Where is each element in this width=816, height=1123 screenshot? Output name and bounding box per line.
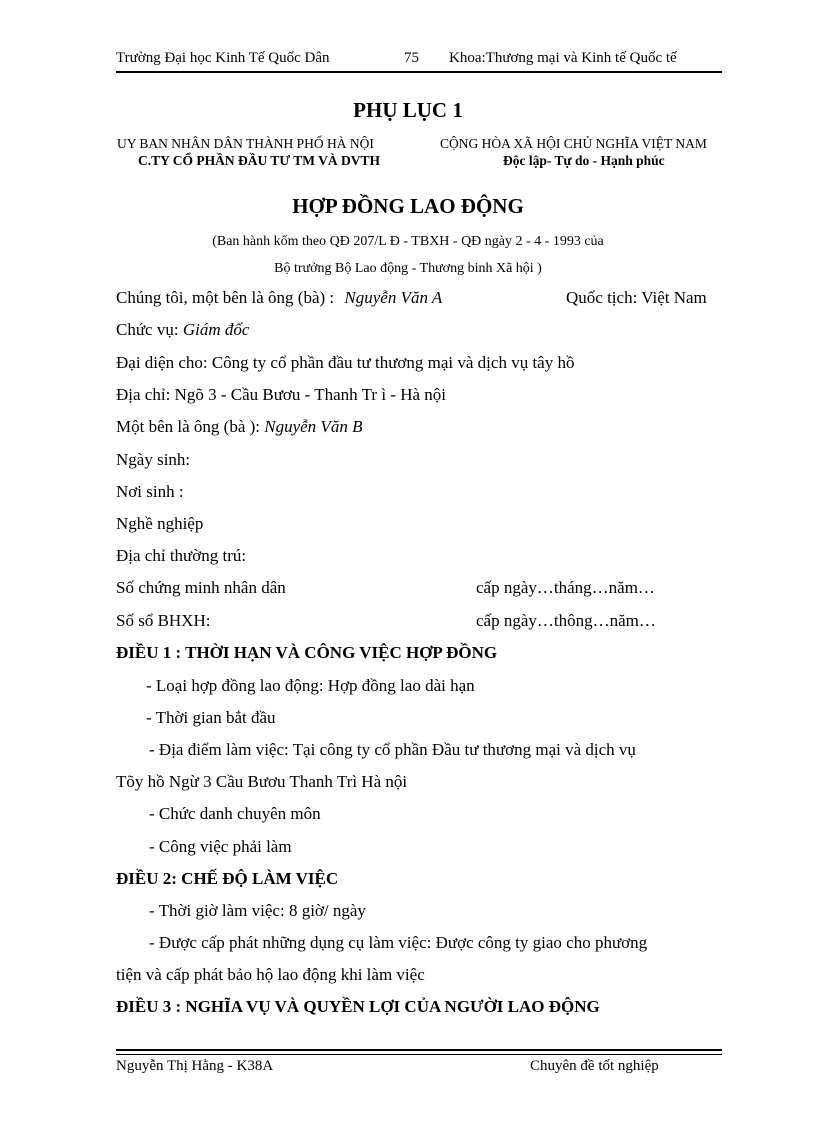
article-2-heading: ĐIỀU 2: CHẾ ĐỘ LÀM VIỆC bbox=[116, 869, 339, 888]
article-1-item: - Thời gian bắt đầu bbox=[146, 708, 276, 727]
position-label: Chức vụ: bbox=[116, 320, 179, 339]
letterhead-authority: UY BAN NHÂN DÂN THÀNH PHỐ HÀ NỘI bbox=[117, 136, 374, 151]
article-2-item: - Được cấp phát những dụng cụ làm việc: Được công ty giao cho phương bbox=[149, 933, 648, 952]
party-a-position bbox=[116, 320, 249, 340]
appendix-title: PHỤ LỤC 1 bbox=[353, 98, 463, 122]
footer-author: Nguyễn Thị Hằng - K38A bbox=[116, 1058, 274, 1074]
article-1-item: - Địa điểm làm việc: Tại công ty cổ phần Đầu tư thương mại và dịch vụ bbox=[149, 740, 636, 759]
party-b-social-insurance: Số sổ BHXH: bbox=[116, 611, 211, 630]
party-b-intro bbox=[116, 417, 362, 437]
party-b-permanent-address: Địa chỉ thường trú: bbox=[116, 546, 247, 565]
header-school: Trường Đại học Kinh Tế Quốc Dân bbox=[116, 50, 330, 66]
article-2-item: - Thời giờ làm việc: 8 giờ/ ngày bbox=[149, 901, 366, 920]
party-a-representing: Đại diện cho: Công ty cổ phần đầu tư thương mại và dịch vụ tây hồ bbox=[116, 353, 575, 372]
party-b-intro-label: Một bên là ông (bà ): bbox=[116, 417, 260, 436]
article-2-item-continued: tiện và cấp phát bảo hộ lao động khi làm việc bbox=[116, 965, 425, 984]
contract-title: HỢP ĐỒNG LAO ĐỘNG bbox=[292, 194, 524, 218]
footer-thesis: Chuyên đề tốt nghiệp bbox=[530, 1058, 659, 1074]
page-number: 75 bbox=[404, 50, 419, 66]
article-1-item: - Công việc phải làm bbox=[149, 837, 292, 856]
letterhead-nation: CỘNG HÒA XÃ HỘI CHỦ NGHĨA VIỆT NAM bbox=[440, 136, 707, 151]
article-1-item: - Loại hợp đồng lao động: Hợp đồng lao dài hạn bbox=[146, 676, 475, 695]
position-value: Giám đốc bbox=[182, 320, 250, 339]
letterhead-company: C.TY CỔ PHẦN ĐẦU TƯ TM VÀ DVTH bbox=[138, 153, 381, 168]
party-a-name: Nguyễn Văn A bbox=[344, 288, 443, 307]
party-b-id-issued: cấp ngày…tháng…năm… bbox=[476, 578, 655, 597]
letterhead-motto: Độc lập- Tự do - Hạnh phúc bbox=[503, 153, 665, 168]
article-3-heading: ĐIỀU 3 : NGHĨA VỤ VÀ QUYỀN LỢI CỦA NGƯỜI LAO ĐỘNG bbox=[116, 997, 600, 1016]
party-a-intro bbox=[116, 288, 442, 308]
party-b-si-issued: cấp ngày…thông…năm… bbox=[476, 611, 656, 630]
footer-rule-thick bbox=[116, 1049, 722, 1051]
party-b-dob: Ngày sinh: bbox=[116, 450, 191, 469]
header-faculty: Khoa:Thương mại và Kinh tế Quốc tế bbox=[449, 50, 677, 66]
subtitle-line-2: Bộ trưởng Bộ Lao động - Thương binh Xã hội ) bbox=[274, 261, 542, 276]
party-a-address: Địa chỉ: Ngõ 3 - Cầu Bươu - Thanh Tr ì - Hà nội bbox=[116, 385, 447, 404]
article-1-item: - Chức danh chuyên môn bbox=[149, 804, 321, 823]
subtitle-line-1: (Ban hành kốm theo QĐ 207/L Đ - TBXH - QĐ ngày 2 - 4 - 1993 của bbox=[212, 234, 604, 249]
article-1-heading: ĐIỀU 1 : THỜI HẠN VÀ CÔNG VIỆC HỢP ĐỒNG bbox=[116, 643, 498, 662]
party-b-name: Nguyễn Văn B bbox=[264, 417, 363, 436]
party-a-nationality: Quốc tịch: Việt Nam bbox=[566, 288, 707, 307]
article-1-item-continued: Tõy hồ Ngừ 3 Cầu Bươu Thanh Trì Hà nội bbox=[116, 772, 408, 791]
header-rule bbox=[116, 71, 722, 73]
party-a-intro-label: Chúng tôi, một bên là ông (bà) : bbox=[116, 288, 335, 307]
party-b-birthplace: Nơi sinh : bbox=[116, 482, 184, 501]
footer-rule-thin bbox=[116, 1054, 722, 1055]
party-b-occupation: Nghề nghiệp bbox=[116, 514, 204, 533]
party-b-id-card: Số chứng minh nhân dân bbox=[116, 578, 286, 597]
